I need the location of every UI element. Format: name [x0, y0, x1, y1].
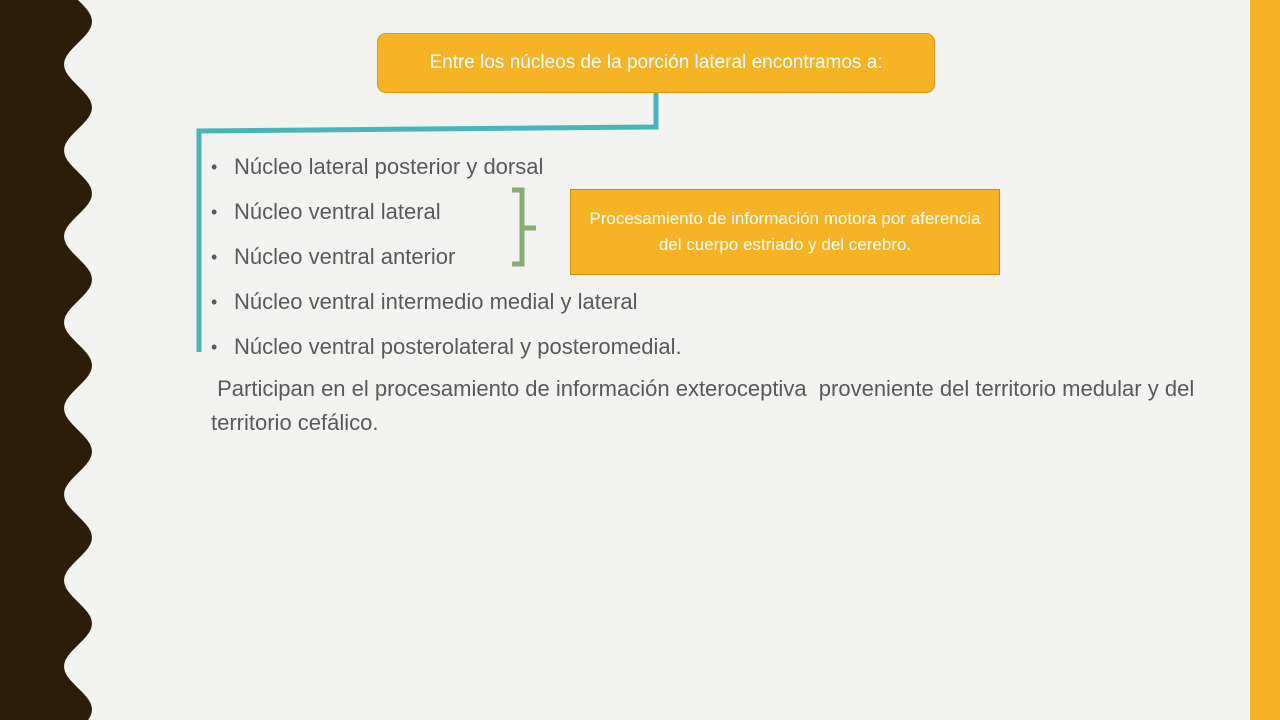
bullet-text: Núcleo ventral anterior [234, 243, 456, 269]
bullet-item [211, 324, 682, 369]
bullet-dot-icon: • [211, 246, 218, 267]
bullet-text: Núcleo ventral lateral [234, 198, 441, 224]
bullet-dot-icon: • [211, 201, 218, 222]
bullet-text: Núcleo ventral posterolateral y posteromedial. [234, 333, 682, 359]
title-box [377, 33, 935, 93]
bullet-dot-icon: • [211, 156, 218, 177]
bullet-dot-icon: • [211, 336, 218, 357]
bullet-text: Núcleo ventral intermedio medial y lateral [234, 288, 638, 314]
body-paragraph: Participan en el procesamiento de información exteroceptiva proveniente del territorio medular y del territorio cefálico. [211, 376, 1201, 435]
title-text: Entre los núcleos de la porción lateral encontramos a: [429, 52, 883, 73]
bullet-dot-icon: • [211, 291, 218, 312]
bullet-item [211, 144, 682, 189]
bullet-text: Núcleo lateral posterior y dorsal [234, 153, 544, 179]
callout-text: Procesamiento de información motora por aferencia del cuerpo estriado y del cerebro. [589, 209, 981, 254]
callout-box [570, 189, 1000, 275]
bullet-item [211, 279, 682, 324]
